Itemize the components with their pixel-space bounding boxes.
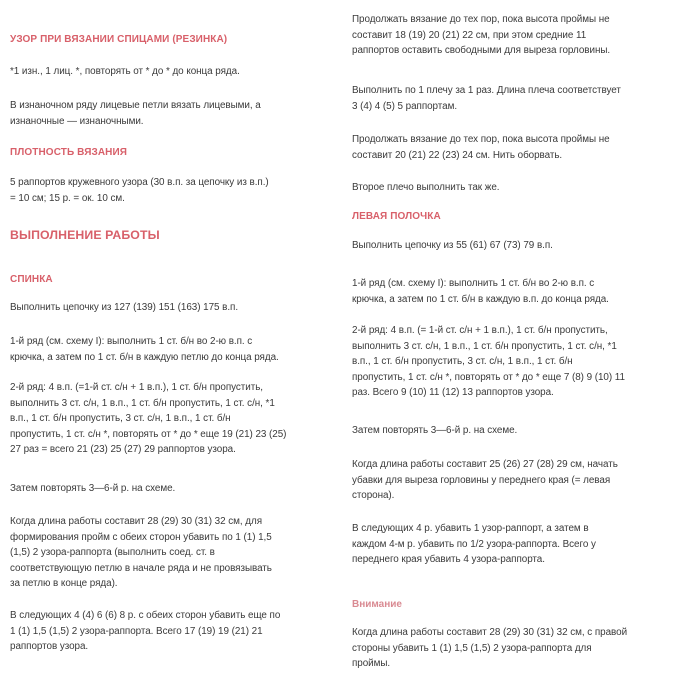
text-line: проймы. bbox=[352, 658, 391, 670]
front-row1-instruction bbox=[352, 276, 688, 307]
back-next-rows-instruction bbox=[10, 608, 342, 655]
note-text bbox=[352, 625, 688, 672]
text-line: пропустить, 1 ст. с/н *, повторять от * до * еще 7 (8) 9 (10) 11 bbox=[352, 371, 625, 383]
front-chain-instruction: Выполнить цепочку из 55 (61) 67 (73) 79 в.п. bbox=[352, 240, 553, 251]
text-line: 2-й ряд: 4 в.п. (=1-й ст. с/н + 1 в.п.), 1 ст. б/н пропустить, bbox=[10, 382, 263, 393]
front-row2-instruction bbox=[352, 323, 688, 401]
back-chain-instruction: Выполнить цепочку из 127 (139) 151 (163) 175 в.п. bbox=[10, 302, 239, 313]
text-line: переднего края убавить 4 узора-раппорта. bbox=[352, 554, 545, 566]
text-line: Когда длина работы составит 28 (29) 30 (31) 32 см, с правой bbox=[352, 627, 628, 638]
back-repeat-instruction: Затем повторять 3—6-й р. на схеме. bbox=[10, 483, 176, 494]
text-line: В следующих 4 (4) 6 (6) 8 р. с обеих сторон убавить еще по bbox=[10, 610, 281, 621]
text-line: стороны убавить 1 (1) 1,5 (1,5) 2 узора-раппорта для bbox=[352, 642, 592, 654]
text-line: соответствующую петлю в начале ряда и не провязывать bbox=[10, 562, 272, 574]
text-line: раппортов узора. bbox=[10, 641, 89, 653]
text-line: Когда длина работы составит 28 (29) 30 (31) 32 см, для bbox=[10, 516, 262, 527]
text-line: 5 раппортов кружевного узора (30 в.п. за цепочку из в.п.) bbox=[10, 177, 269, 188]
text-line: Продолжать вязание до тех пор, пока высота проймы не bbox=[352, 14, 610, 25]
text-line: 2-й ряд: 4 в.п. (= 1-й ст. с/н + 1 в.п.), 1 ст. б/н пропустить, bbox=[352, 325, 608, 336]
shoulder-instruction bbox=[352, 83, 688, 114]
continue-armhole-instruction bbox=[352, 12, 688, 59]
text-line: выполнить 3 ст. с/н, 1 в.п., 1 ст. б/н пропустить, 1 ст. с/н, *1 bbox=[352, 340, 617, 352]
text-line: составит 20 (21) 22 (23) 24 см. Нить оборвать. bbox=[352, 149, 563, 161]
purl-row-instruction bbox=[10, 98, 342, 129]
text-line: формирования пройм с обеих сторон убавить по 1 (1) 1,5 bbox=[10, 531, 272, 543]
density-text bbox=[10, 175, 342, 206]
text-line: Продолжать вязание до тех пор, пока высота проймы не bbox=[352, 134, 610, 145]
back-armhole-instruction bbox=[10, 514, 342, 592]
second-shoulder-instruction: Второе плечо выполнить так же. bbox=[352, 182, 500, 193]
text-line: В следующих 4 р. убавить 1 узор-раппорт, а затем в bbox=[352, 523, 589, 534]
front-repeat-instruction: Затем повторять 3—6-й р. на схеме. bbox=[352, 425, 518, 436]
text-line: раппортов оставить свободными для выреза горловины. bbox=[352, 45, 611, 57]
text-line: крючка, а затем по 1 ст. б/н в каждую петлю до конца ряда. bbox=[10, 351, 279, 363]
text-line: В изнаночном ряду лицевые петли вязать лицевыми, а bbox=[10, 100, 261, 111]
text-line: Выполнить по 1 плечу за 1 раз. Длина плеча соответствует bbox=[352, 85, 621, 96]
back-heading: СПИНКА bbox=[10, 274, 53, 285]
text-line: выполнить 3 ст. с/н, 1 в.п., 1 ст. б/н пропустить, 1 ст. с/н, *1 bbox=[10, 397, 275, 409]
left-front-heading: ЛЕВАЯ ПОЛОЧКА bbox=[352, 211, 441, 222]
density-heading: ПЛОТНОСТЬ ВЯЗАНИЯ bbox=[10, 147, 128, 158]
back-row2-instruction bbox=[10, 380, 342, 458]
front-neck-instruction bbox=[352, 457, 688, 504]
text-line: сторона). bbox=[352, 490, 395, 502]
work-heading: ВЫПОЛНЕНИЕ РАБОТЫ bbox=[10, 228, 160, 242]
note-heading: Внимание bbox=[352, 599, 402, 610]
text-line: в.п., 1 ст. б/н пропустить, 3 ст. с/н, 1 в.п., 1 ст. б/н bbox=[352, 356, 573, 368]
front-next-rows-instruction bbox=[352, 521, 688, 568]
text-line: = 10 см; 15 р. = ок. 10 см. bbox=[10, 192, 125, 204]
text-line: 3 (4) 4 (5) 5 раппортам. bbox=[352, 100, 458, 112]
text-line: в.п., 1 ст. б/н пропустить, 3 ст. с/н, 1 в.п., 1 ст. б/н bbox=[10, 413, 231, 425]
continue-shoulder-instruction bbox=[352, 132, 688, 163]
text-line: (1,5) 2 узора-раппорта (выполнить соед. ст. в bbox=[10, 547, 215, 559]
text-line: пропустить, 1 ст. с/н *, повторять от * до * еще 19 (21) 23 (25) bbox=[10, 428, 287, 440]
text-line: убавки для выреза горловины у переднего края (= левая bbox=[352, 474, 611, 486]
text-line: 1 (1) 1,5 (1,5) 2 узора-раппорта. Всего 17 (19) 19 (21) 21 bbox=[10, 625, 263, 637]
text-line: раз. Всего 9 (10) 11 (12) 13 раппортов узора. bbox=[352, 387, 554, 399]
text-line: составит 18 (19) 20 (21) 22 см, при этом средние 11 bbox=[352, 29, 587, 41]
pattern-heading: УЗОР ПРИ ВЯЗАНИИ СПИЦАМИ (РЕЗИНКА) bbox=[10, 34, 228, 45]
text-line: Когда длина работы составит 25 (26) 27 (28) 29 см, начать bbox=[352, 459, 618, 470]
text-line: каждом 4-м р. убавить по 1/2 узора-раппорта. Всего у bbox=[352, 538, 596, 550]
back-row1-instruction bbox=[10, 334, 342, 365]
text-line: за петлю в конце ряда). bbox=[10, 578, 118, 590]
text-line: 1-й ряд (см. схему I): выполнить 1 ст. б/н во 2-ю в.п. с bbox=[352, 278, 595, 289]
text-line: изнаночные — изнаночными. bbox=[10, 115, 144, 127]
text-line: 27 раз = всего 21 (23) 25 (27) 29 раппортов узора. bbox=[10, 444, 236, 456]
pattern-instruction: *1 изн., 1 лиц. *, повторять от * до * до конца ряда. bbox=[10, 66, 240, 77]
text-line: крючка, а затем по 1 ст. б/н в каждую в.п. до конца ряда. bbox=[352, 293, 609, 305]
text-line: 1-й ряд (см. схему I): выполнить 1 ст. б/н во 2-ю в.п. с bbox=[10, 336, 253, 347]
